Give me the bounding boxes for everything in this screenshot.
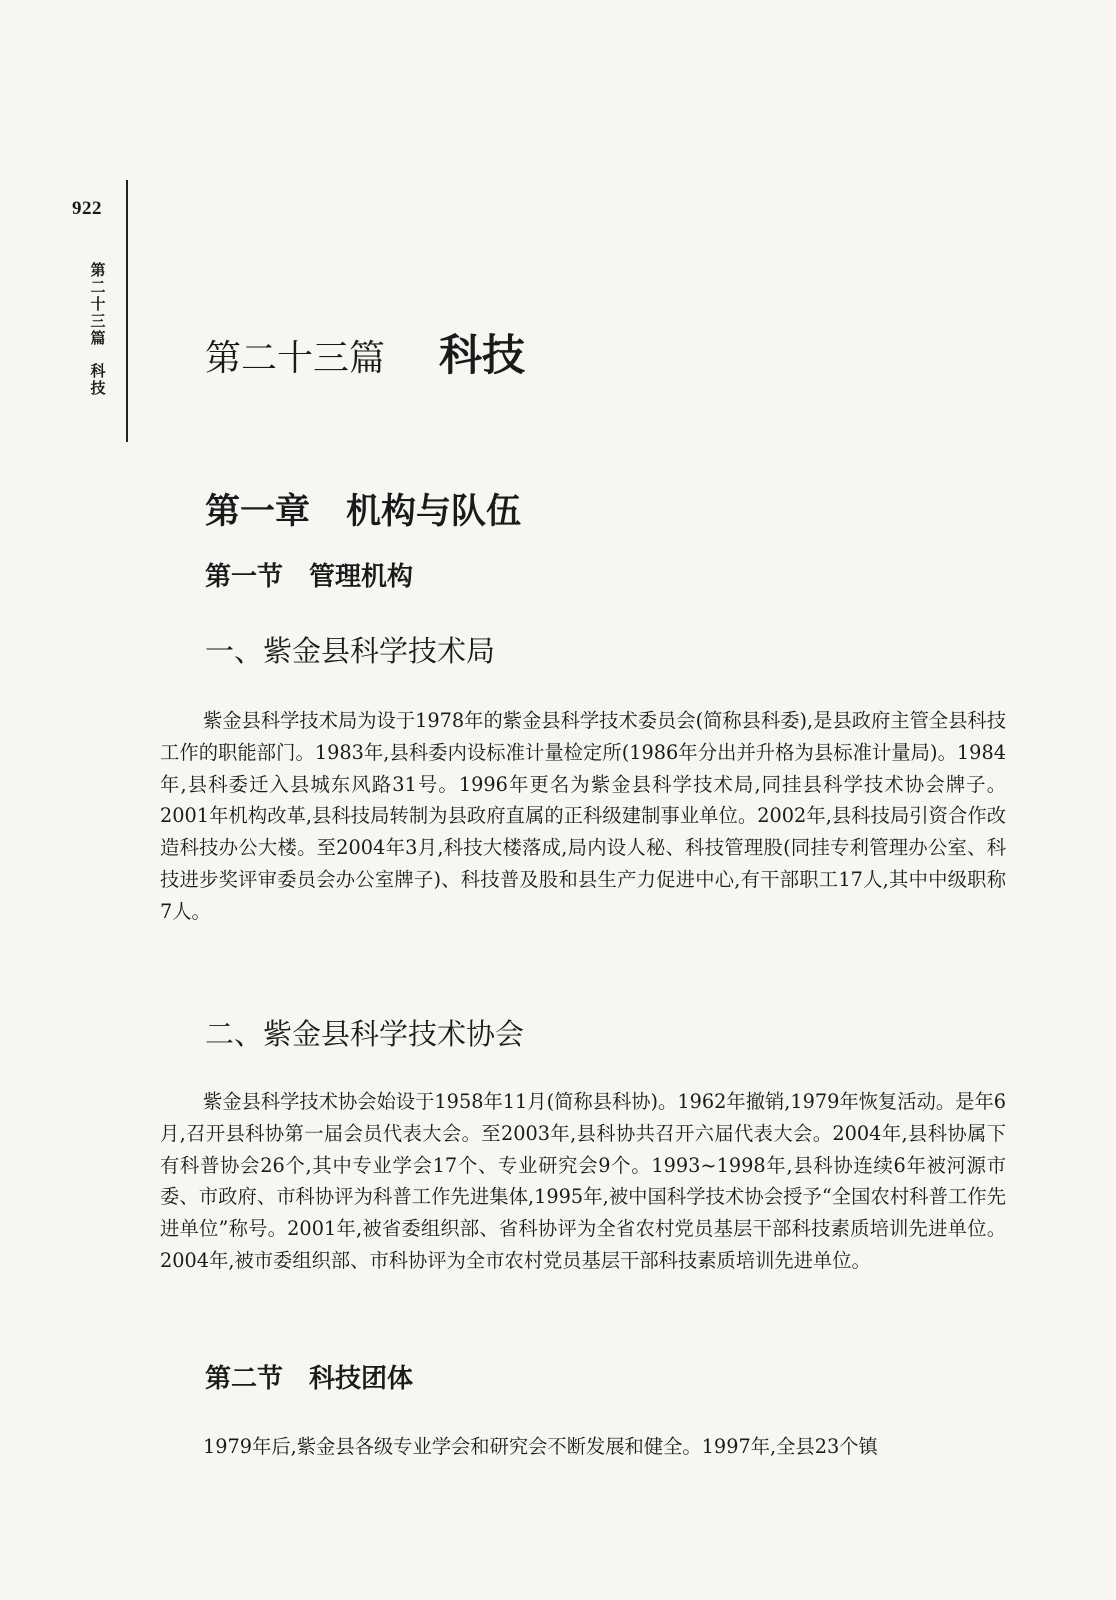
paragraph-science-bureau: 紫金县科学技术局为设于1978年的紫金县科学技术委员会(简称县科委),是县政府主管全县科技工作的职能部门。1983年,县科委内设标准计量检定所(1986年分出并升格为县标准计量局)。1984年,县科委迁入县城东风路31号。1996年更名为紫金县科学技术局,同挂县科学技术协会牌子。2001年机构改革,县科技局转制为县政府直属的正科级建制事业单位。2002年,县科技局引资合作改造科技办公大楼。至2004年3月,科技大楼落成,局内设人秘、科技管理股(同挂专利管理办公室、科技进步奖评审委员会办公室牌子)、科技普及股和县生产力促进中心,有干部职工17人,其中中级职称7人。 [160,709,1006,923]
part-title [205,322,525,383]
chapter-name: 机构与队伍 [346,491,522,532]
running-header-part: 第二十三篇 [90,261,106,347]
section-number: 第二节 [205,1364,284,1394]
section-number: 第一节 [205,562,284,592]
margin-rule [126,180,128,442]
section-name: 管理机构 [309,562,414,592]
page-number: 922 [72,198,102,219]
section-title-1 [205,556,413,593]
paragraph-science-association: 紫金县科学技术协会始设于1958年11月(简称县科协)。1962年撤销,1979年恢复活动。是年6月,召开县科协第一届会员代表大会。至2003年,县科协共召开六届代表大会。2004年,县科协属下有科普协会26个,其中专业学会17个、专业研究会9个。1993~1998年,县科协连续6年被河源市委、市政府、市科协评为科普工作先进集体,1995年,被中国科学技术协会授予“全国农村科普工作先进单位”称号。2001年,被省委组织部、省科协评为全省农村党员基层干部科技素质培训先进单位。2004年,被市委组织部、市科协评为全市农村党员基层干部科技素质培训先进单位。 [160,1090,1006,1272]
subsection-heading-1: 一、紫金县科学技术局 [205,634,496,668]
section-title-2 [205,1358,413,1395]
part-name: 科技 [439,331,526,381]
chapter-title [205,484,521,534]
part-number: 第二十三篇 [205,338,386,379]
section-name: 科技团体 [309,1364,414,1394]
running-header-topic: 科技 [90,362,106,397]
running-header [88,262,108,397]
chapter-number: 第一章 [205,491,311,532]
paragraph-science-groups: 1979年后,紫金县各级专业学会和研究会不断发展和健全。1997年,全县23个镇 [203,1435,878,1458]
subsection-heading-2: 二、紫金县科学技术协会 [205,1017,525,1051]
